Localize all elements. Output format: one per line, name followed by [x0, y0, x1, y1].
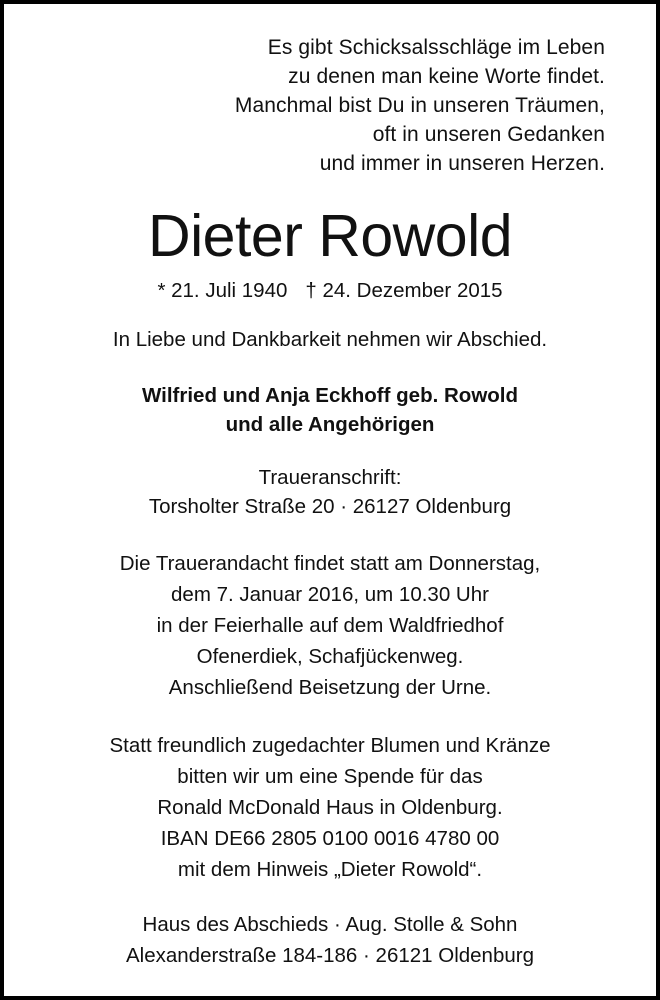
poem-line: und immer in unseren Herzen.: [319, 152, 605, 175]
poem-line: Manchmal bist Du in unseren Träumen,: [234, 94, 605, 117]
life-dates: [0, 276, 660, 306]
donation-line: Statt freundlich zugedachter Blumen und Kränze: [109, 734, 551, 757]
birth-date: * 21. Juli 1940: [157, 279, 288, 302]
mourner-line: und alle Angehörigen: [225, 413, 435, 436]
funeral-home-address: Alexanderstraße 184-186 · 26121 Oldenburg: [126, 944, 534, 967]
donation-line: bitten wir um eine Spende für das: [177, 765, 483, 788]
service-line: in der Feierhalle auf dem Waldfriedhof: [156, 614, 504, 637]
funeral-home-name: Haus des Abschieds · Aug. Stolle & Sohn: [142, 913, 518, 936]
iban-line: IBAN DE66 2805 0100 0016 4780 00: [160, 827, 500, 850]
death-date: † 24. Dezember 2015: [305, 279, 503, 302]
service-line: Die Trauerandacht findet statt am Donnerstag,: [119, 552, 541, 575]
mourner-line: Wilfried und Anja Eckhoff geb. Rowold: [141, 384, 519, 407]
farewell-text: In Liebe und Dankbarkeit nehmen wir Abschied.: [112, 328, 548, 351]
deceased-name: Dieter Rowold: [147, 203, 513, 269]
donation-line: mit dem Hinweis „Dieter Rowold“.: [177, 858, 483, 881]
donation-line: Ronald McDonald Haus in Oldenburg.: [157, 796, 503, 819]
service-line: dem 7. Januar 2016, um 10.30 Uhr: [171, 583, 489, 606]
poem-line: zu denen man keine Worte findet.: [288, 65, 605, 88]
service-line: Anschließend Beisetzung der Urne.: [168, 676, 492, 699]
service-line: Ofenerdiek, Schafjückenweg.: [196, 645, 464, 668]
address-label: Traueranschrift:: [258, 466, 402, 489]
address-line: Torsholter Straße 20 · 26127 Oldenburg: [148, 495, 512, 518]
poem-line: oft in unseren Gedanken: [372, 123, 605, 146]
poem-line: Es gibt Schicksalsschläge im Leben: [267, 36, 605, 59]
